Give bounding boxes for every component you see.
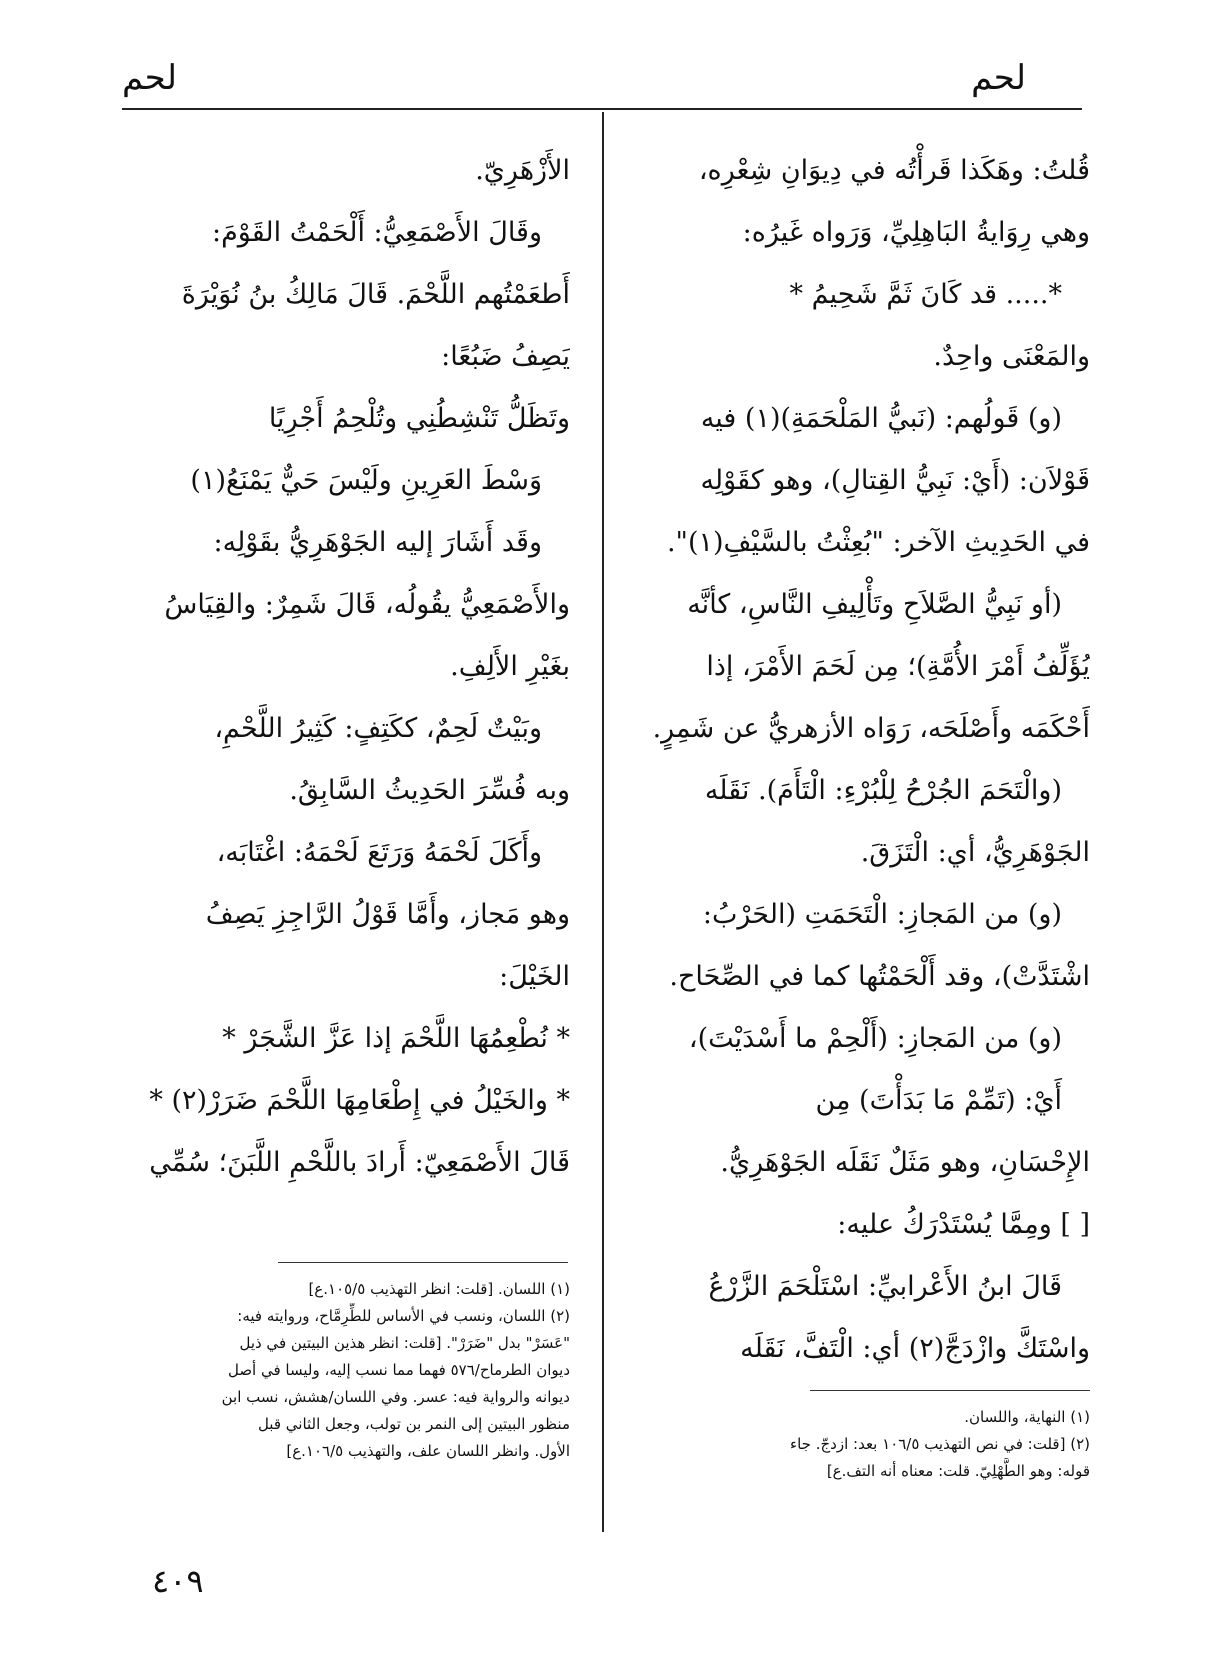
- text-line: الجَوْهَرِيُّ، أي: الْتَزَقَ.: [860, 837, 1090, 868]
- text-line: يَصِفُ ضَبُعًا:: [441, 341, 570, 372]
- column-divider: [602, 112, 604, 1532]
- verse-line: *..... قد كَانَ ثَمَّ شَحِيمُ *: [789, 279, 1062, 310]
- text-line: بغَيْرِ الأَلِفِ.: [450, 651, 570, 682]
- text-line: (والْتَحَمَ الجُرْحُ لِلْبُرْءِ: الْتَأَمَ). نَقَلَه: [704, 775, 1062, 806]
- verse-line: وتَظَلُّ تَنْشِطُنِي وتُلْحِمُ أَجْرِيًا: [268, 403, 570, 434]
- footnote-line: ديوان الطرماح/٥٧٦ فهما مما نسب إليه، وليسا في أصل: [227, 1361, 570, 1379]
- verse-line: وَسْطَ العَرِينِ ولَيْسَ حَيٌّ يَمْنَعُ(١): [190, 465, 542, 496]
- verse-line: * نُطْعِمُهَا اللَّحْمَ إذا عَزَّ الشَّجَرْ *: [222, 1023, 570, 1054]
- text-line: والأَصْمَعِيُّ يقُولُه، قَالَ شَمِرٌ: والقِيَاسُ: [164, 589, 570, 620]
- footnote-line: (٢) اللسان، ونسب في الأساس للطِّرِمَّاح، وروايته فيه:: [237, 1307, 570, 1325]
- text-line: أَحْكَمَه وأَصْلَحَه، رَوَاه الأزهريُّ عن شَمِرٍ.: [652, 713, 1090, 744]
- verse-line: * والخَيْلُ في إِطْعَامِهَا اللَّحْمَ ضَرَرْ(٢) *: [149, 1085, 570, 1116]
- text-line: وقَد أَشَارَ إليه الجَوْهَرِيُّ بقَوْلِه:: [213, 527, 542, 558]
- footnote-line: ديوانه والرواية فيه: عسر. وفي اللسان/هشش، نسب ابن: [221, 1388, 570, 1406]
- text-line: الأَزْهَرِيّ.: [475, 155, 570, 186]
- running-head-left: لحم: [122, 58, 177, 98]
- text-line: (أو نَبِيُّ الصَّلاَحِ وتَأْلِيفِ النَّاسِ، كأنَّه: [687, 589, 1062, 620]
- text-line: في الحَدِيثِ الآخر: "بُعِثْتُ بالسَّيْفِ(١)".: [666, 527, 1090, 558]
- footnote-line: الأول. وانظر اللسان علف، والتهذيب ١٠٦/٥.ع]: [286, 1442, 570, 1460]
- text-line: واسْتَكَّ وازْدَجَّ(٢) أي: الْتَفَّ، نَقَلَه: [740, 1333, 1090, 1364]
- footnotes-left: [122, 1276, 570, 1465]
- footnote-rule-right: [810, 1390, 1090, 1391]
- text-line: وقَالَ الأَصْمَعِيُّ: أَلْحَمْتُ القَوْمَ:: [211, 217, 542, 248]
- header-rule: [122, 108, 1082, 110]
- page-number: ٤٠٩: [152, 1562, 204, 1600]
- text-line: وأَكَلَ لَحْمَهُ وَرَتَعَ لَحْمَهُ: اغْتَابَه،: [216, 837, 542, 868]
- text-line: أَيْ: (تَمِّمْ مَا بَدَأْتَ) مِن: [815, 1085, 1062, 1116]
- text-line: وبَيْتٌ لَحِمٌ، ككَتِفٍ: كَثِيرُ اللَّحْمِ،: [214, 713, 542, 744]
- right-column: [650, 140, 1090, 1380]
- text-line: والمَعْنَى واحِدٌ.: [933, 341, 1090, 372]
- text-line: (و) قَولُهم: (نَبيُّ المَلْحَمَةِ)(١) فيه: [700, 403, 1062, 434]
- text-line: قَالَ ابنُ الأَعْرابيِّ: اسْتَلْحَمَ الزَّرْعُ: [708, 1271, 1062, 1302]
- text-line: أَطعَمْتُهم اللَّحْمَ. قَالَ مَالِكُ بنُ نُوَيْرَةَ: [181, 279, 570, 310]
- text-line: وهي رِوَايةُ البَاهِلِيِّ، وَرَواه غَيرُه:: [742, 217, 1090, 248]
- text-line: قَالَ الأَصْمَعِيّ: أَرادَ باللَّحْمِ اللَّبَنَ؛ سُمِّي: [149, 1147, 570, 1178]
- text-line: [ ] ومِمَّا يُسْتَدْرَكُ عليه:: [837, 1209, 1090, 1240]
- text-line: الخَيْلَ:: [499, 961, 570, 992]
- text-line: قَوْلاَن: (أَيْ: نَبِيُّ القِتالِ)، وهو كقَوْلِه: [700, 465, 1090, 496]
- footnote-line: "عَسَرْ" بدل "ضَرَرْ". [قلت: انظر هذين البيتين في ذيل: [239, 1334, 570, 1352]
- footnote-line: قوله: وهو الطَّهْلِيّ. قلت: معناه أنه التف.ع]: [826, 1462, 1090, 1480]
- footnote-line: منظور البيتين إلى النمر بن تولب، وجعل الثاني قبل: [257, 1415, 570, 1433]
- text-line: وبه فُسِّرَ الحَدِيثُ السَّابِقُ.: [289, 775, 570, 806]
- footnotes-right: [650, 1404, 1090, 1485]
- footnote-line: (١) اللسان. [قلت: انظر التهذيب ١٠٥/٥.ع]: [308, 1280, 570, 1298]
- text-line: (و) من المَجازِ: الْتَحَمَتِ (الحَرْبُ:: [702, 899, 1062, 930]
- text-line: الإِحْسَانِ، وهو مَثَلٌ نَقَلَه الجَوْهَرِيُّ.: [720, 1147, 1090, 1178]
- footnote-line: (٢) [قلت: في نص التهذيب ١٠٦/٥ بعد: ازدجّ. جاء: [790, 1435, 1090, 1453]
- text-line: وهو مَجاز، وأَمَّا قَوْلُ الرَّاجِزِ يَصِفُ: [205, 899, 570, 930]
- text-line: (و) من المَجازِ: (أَلْحِمْ ما أَسْدَيْتَ)،: [688, 1023, 1062, 1054]
- footnote-rule-left: [278, 1262, 568, 1263]
- text-line: اشْتَدَّتْ)، وقد أَلْحَمْتُها كما في الصِّحَاح.: [669, 961, 1090, 992]
- text-line: يُؤَلِّفُ أَمْرَ الأُمَّةِ)؛ مِن لَحَمَ الأَمْرَ، إذا: [706, 651, 1090, 682]
- left-column: [122, 140, 570, 1194]
- text-line: قُلتُ: وهَكَذا قَرأْتُه في دِيوَانِ شِعْرِه،: [698, 155, 1090, 186]
- footnote-line: (١) النهاية، واللسان.: [964, 1408, 1090, 1426]
- running-head-right: لحم: [971, 58, 1026, 98]
